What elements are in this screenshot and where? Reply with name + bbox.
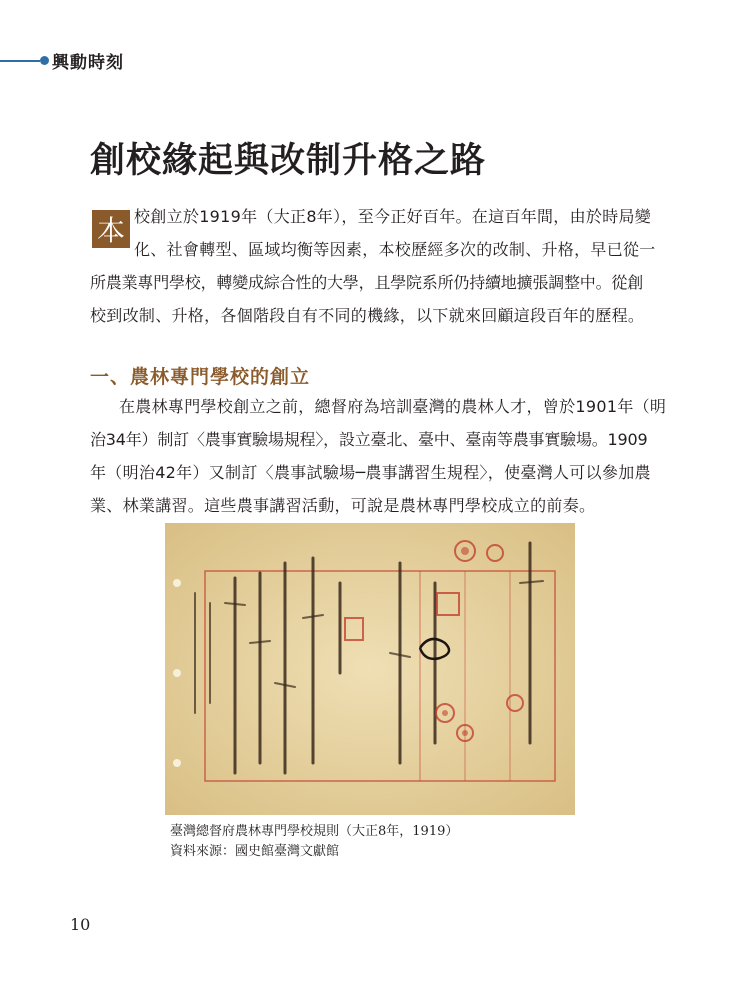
intro-line-4: 校到改制、升格，各個階段自有不同的機緣，以下就來回顧這段百年的歷程。	[90, 306, 645, 325]
intro-line-2: 化、社會轉型、區域均衡等因素，本校歷經多次的改制、升格，早已從一	[134, 240, 656, 259]
figure-caption-source: 資料來源：國史館臺灣文獻館	[170, 844, 340, 859]
header-bullet-icon	[40, 56, 49, 65]
section-heading: 一、農林專門學校的創立	[90, 366, 311, 388]
document-illustration	[165, 523, 575, 815]
intro-paragraph-head	[134, 200, 656, 266]
section-paragraph-first	[119, 390, 666, 423]
figure-caption-title: 臺灣總督府農林專門學校規則（大正8年，1919）	[170, 824, 459, 839]
figure-caption	[170, 822, 458, 862]
drop-cap: 本	[92, 210, 130, 248]
section-line-4: 業、林業講習。這些農事講習活動，可說是農林專門學校成立的前奏。	[90, 496, 596, 515]
section-line-2: 治34年）制訂〈農事實驗場規程〉，設立臺北、臺中、臺南等農事實驗場。1909	[90, 430, 648, 449]
section-paragraph-rest	[90, 423, 651, 522]
intro-paragraph-tail	[90, 266, 644, 332]
section-line-1: 在農林專門學校創立之前，總督府為培訓臺灣的農林人才，曾於1901年（明	[119, 397, 667, 416]
intro-line-1: 校創立於1919年（大正8年），至今正好百年。在這百年間，由於時局變	[134, 207, 652, 226]
page-number: 10	[70, 915, 91, 934]
section-line-3: 年（明治42年）又制訂〈農事試驗場─農事講習生規程〉，使臺灣人可以參加農	[90, 463, 651, 482]
historical-document-photo	[165, 523, 575, 815]
intro-line-3: 所農業專門學校，轉變成綜合性的大學，且學院系所仍持續地擴張調整中。從創	[90, 273, 644, 292]
page-title: 創校緣起與改制升格之路	[90, 140, 487, 181]
section-label: 興動時刻	[52, 53, 124, 73]
header-rule	[0, 60, 40, 62]
